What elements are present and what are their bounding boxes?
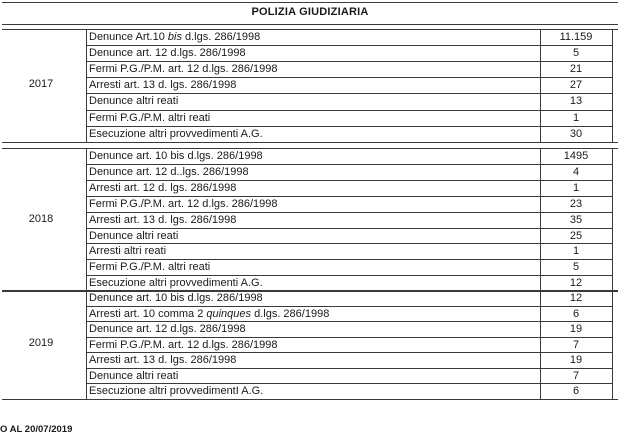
offence-description [89,353,236,368]
offence-description [89,260,210,275]
description-text: Fermi P.G./P.M. altri reati [89,111,211,124]
count-value: 27 [569,79,583,92]
count-value: 12 [569,277,583,290]
table-border [612,290,613,399]
description-text: Denunce art. 10 bis d.lgs. 286/1998 [89,292,263,304]
offence-description [89,338,278,353]
description-text: Arresti art. 13 d. lgs. 286/1998 [89,213,237,226]
count-value: 12 [569,292,583,304]
date-footer: O AL 20/07/2019 [0,424,73,435]
year-label: 2018 [28,212,54,225]
document-title: POLIZIA GIUDIZIARIA [251,6,369,18]
table-border [86,148,87,291]
table-border [612,29,613,142]
count-value: 1495 [563,150,589,162]
count-value: 7 [572,369,580,382]
offence-description [89,46,246,61]
count-value: 1 [572,181,580,194]
offence-description [89,127,263,142]
description-text: Esecuzione altri provvedimentI A.G. [89,385,264,397]
offence-description [89,30,260,45]
table-border [612,148,613,291]
description-text: Arresti altri reati [89,245,167,258]
description-text: d.lgs. 286/1998 [251,307,330,320]
description-text: Arresti art. 13 d. lgs. 286/1998 [89,79,237,92]
offence-description [89,94,178,109]
description-text: Arresti art. 12 d. lgs. 286/1998 [89,181,237,194]
count-value: 13 [569,95,583,108]
table-border [2,142,618,143]
description-text: Fermi P.G./P.M. altri reati [89,261,211,274]
count-value: 6 [572,307,580,320]
description-text: Denunce art. 12 d.lgs. 286/1998 [89,47,246,60]
offence-description [89,291,263,306]
offence-description [89,62,278,77]
count-value: 30 [569,127,583,140]
description-text: Esecuzione altri provvedimenti A.G. [89,127,263,140]
offence-description [89,369,178,384]
offence-description [89,78,236,93]
offence-description [89,276,263,291]
offence-description [89,165,249,180]
description-text: Fermi P.G./P.M. art. 12 d.lgs. 286/1998 [89,197,278,210]
offence-description [89,229,178,244]
description-text: Denunce Art.10 [89,31,168,43]
description-text: Esecuzione altri provvedimenti A.G. [89,277,263,290]
description-text: Denunce art. 12 d.lgs. 286/1998 [89,323,246,335]
offence-description [89,213,236,228]
year-label: 2019 [28,337,54,350]
count-value: 11.159 [559,31,593,43]
offence-description [89,149,263,164]
description-italic: bis [167,31,182,43]
count-value: 5 [572,47,580,60]
description-italic: quinques [206,307,252,320]
count-value: 23 [569,197,583,210]
offence-description [89,244,166,259]
count-value: 1 [572,245,580,258]
count-value: 25 [569,229,583,242]
count-value: 7 [572,338,580,351]
year-label: 2017 [28,78,54,91]
description-text: Fermi P.G./P.M. art. 12 d.lgs. 286/1998 [89,338,278,351]
offence-description [89,111,210,126]
description-text: Denunce altri reati [89,369,179,382]
description-text: Fermi P.G./P.M. art. 12 d.lgs. 286/1998 [89,63,278,76]
count-value: 19 [569,354,583,366]
count-value: 5 [572,261,580,274]
count-value: 1 [572,111,580,124]
description-text: d.lgs. 286/1998 [181,31,261,43]
count-value: 19 [569,323,583,335]
description-text: Arresti art. 13 d. lgs. 286/1998 [89,354,237,366]
count-value: 35 [569,213,583,226]
table-border [2,24,618,25]
offence-description [89,384,263,399]
description-text: Denunce altri reati [89,95,179,108]
offence-description [89,307,329,322]
count-value: 21 [569,63,583,76]
offence-description [89,197,278,212]
description-text: Denunce art. 10 bis d.lgs. 286/1998 [89,150,263,162]
count-value: 6 [572,385,580,397]
description-text: Denunce altri reati [89,229,179,242]
offence-description [89,181,236,196]
table-border [2,2,618,3]
description-text: Arresti art. 10 comma 2 [89,307,207,320]
offence-description [89,322,246,337]
count-value: 4 [572,165,580,178]
description-text: Denunce art. 12 d..lgs. 286/1998 [89,165,249,178]
